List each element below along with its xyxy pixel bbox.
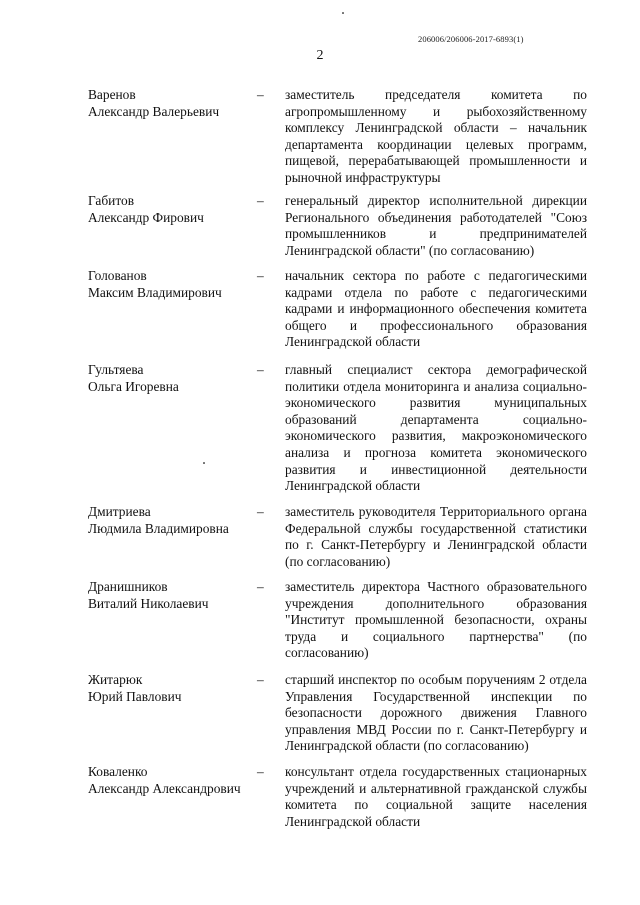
member-name	[88, 672, 258, 705]
member-position: консультант отдела государственных стационарных учреждений и альтернативной гражданской службы комитета по социальной защите населения Ленинградской области	[285, 764, 587, 829]
member-given-name: Ольга Игоревна	[88, 378, 179, 394]
entry-dash: –	[257, 268, 264, 283]
member-given-name: Людмила Владимировна	[88, 520, 229, 536]
member-name	[88, 579, 258, 612]
member-position: заместитель директора Частного образовательного учреждения дополнительного образования "Институт промышленной безопасности, охраны труда и социального партнерства" (по согласованию)	[285, 579, 587, 661]
member-position: заместитель руководителя Территориального органа Федеральной службы государственной статистики по г. Санкт-Петербургу и Ленинградской области (по согласованию)	[285, 504, 587, 569]
document-id: 206006/206006-2017-6893(1)	[418, 34, 524, 44]
member-position: заместитель председателя комитета по агропромышленному и рыбохозяйственному комплексу Ленинградской области – начальник департамента координации целевых программ, пищевой, перерабатывающей промышленности и рыночной инфраструктуры	[285, 87, 587, 185]
member-given-name: Александр Фирович	[88, 209, 204, 225]
member-given-name: Максим Владимирович	[88, 284, 222, 300]
member-surname: Дранишников	[88, 579, 168, 594]
member-given-name: Александр Александрович	[88, 780, 241, 796]
entry-dash: –	[257, 362, 264, 377]
member-surname: Гультяева	[88, 362, 144, 377]
member-surname: Голованов	[88, 268, 147, 283]
member-name	[88, 268, 258, 301]
entry-dash: –	[257, 672, 264, 687]
member-name	[88, 193, 258, 226]
entry-dash: –	[257, 764, 264, 779]
member-surname: Житарюк	[88, 672, 143, 687]
member-position: главный специалист сектора демографической политики отдела мониторинга и анализа социально-экономического развития муниципальных образований департамента социально-экономического развития, макроэкономического анализа и прогноза комитета экономического развития и инвестиционной деятельности Ленинградской области	[285, 362, 587, 494]
member-position: генеральный директор исполнительной дирекции Регионального объединения работодателей "Союз промышленников и предпринимателей Ленинградской области" (по согласованию)	[285, 193, 587, 258]
member-given-name: Виталий Николаевич	[88, 595, 209, 611]
member-surname: Дмитриева	[88, 504, 151, 519]
scan-speck	[342, 12, 344, 14]
entry-dash: –	[257, 193, 264, 208]
scan-speck	[203, 462, 205, 464]
page-number: 2	[316, 48, 324, 63]
entry-dash: –	[257, 87, 264, 102]
member-name	[88, 362, 258, 395]
entry-dash: –	[257, 504, 264, 519]
member-surname: Варенов	[88, 87, 136, 102]
member-position: начальник сектора по работе с педагогическими кадрами отдела по работе с педагогическими кадрами и информационного обеспечения комитета общего и профессионального образования Ленинградской области	[285, 268, 587, 350]
member-surname: Габитов	[88, 193, 135, 208]
member-name	[88, 504, 258, 537]
member-name	[88, 87, 258, 120]
member-surname: Коваленко	[88, 764, 148, 779]
member-given-name: Александр Валерьевич	[88, 103, 220, 119]
member-position: старший инспектор по особым поручениям 2 отдела Управления Государственной инспекции по безопасности дорожного движения Главного управления МВД России по г. Санкт-Петербургу и Ленинградской области (по согласованию)	[285, 672, 587, 754]
member-given-name: Юрий Павлович	[88, 688, 182, 704]
entry-dash: –	[257, 579, 264, 594]
member-name	[88, 764, 258, 797]
